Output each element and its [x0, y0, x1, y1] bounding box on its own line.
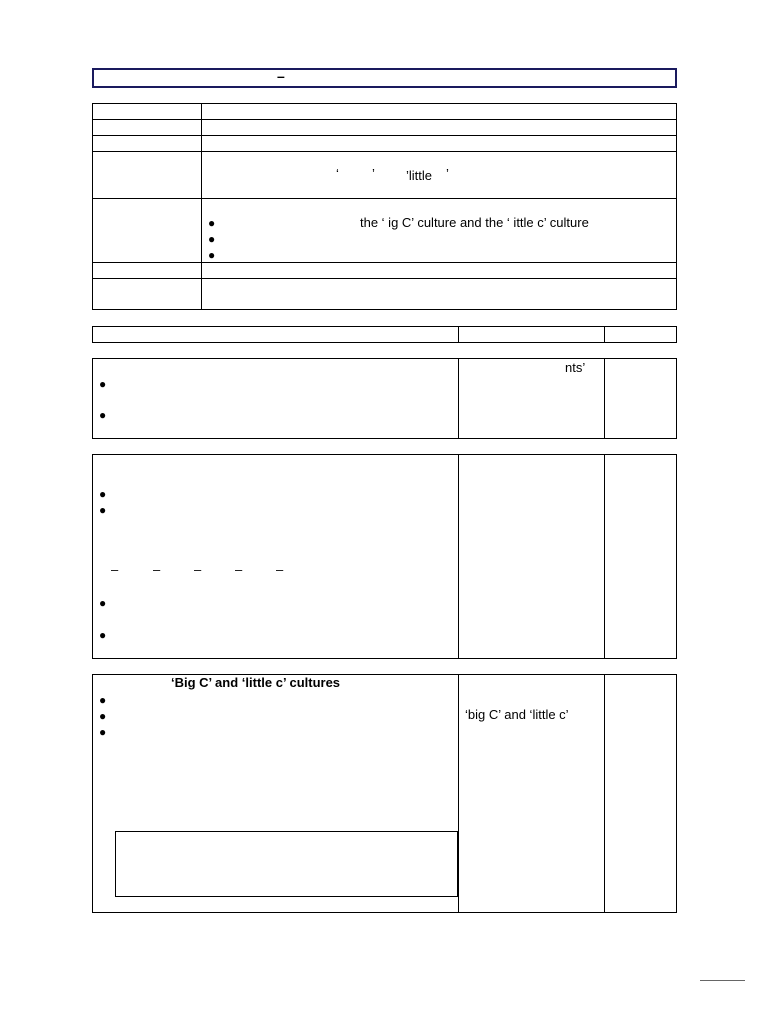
- column-divider: [604, 675, 605, 912]
- dash: –: [153, 562, 161, 577]
- info-label: [93, 263, 202, 279]
- bullet-icon: ●: [99, 693, 107, 707]
- dash: –: [276, 562, 284, 577]
- title-dash: –: [277, 68, 285, 84]
- dash: –: [111, 562, 119, 577]
- bullet-icon: ●: [99, 377, 107, 391]
- stage-1-materials: nts’: [565, 360, 586, 375]
- info-label: [93, 104, 202, 120]
- bullet-icon: ●: [99, 596, 107, 610]
- bullet-icon: ●: [99, 725, 107, 739]
- procedure-header-row: [92, 326, 677, 343]
- info-value: [202, 152, 677, 199]
- stage-1-block: [92, 358, 677, 439]
- bullet-icon: ●: [99, 628, 107, 642]
- dash: –: [235, 562, 243, 577]
- quote-mark: ‘: [336, 166, 339, 181]
- column-divider: [604, 359, 605, 438]
- dash: –: [194, 562, 202, 577]
- column-divider: [458, 359, 459, 438]
- column-divider: [458, 327, 459, 342]
- bullet-icon: ●: [99, 709, 107, 723]
- table-row: [93, 120, 677, 136]
- bullet-icon: ●: [99, 408, 107, 422]
- table-row: [93, 152, 677, 199]
- quote-mark: ’: [446, 166, 449, 181]
- footer-rule: [700, 980, 745, 981]
- stage-3-heading: ‘Big C’ and ‘little c’ cultures: [171, 675, 341, 690]
- table-row: [93, 199, 677, 263]
- column-divider: [458, 455, 459, 658]
- lesson-info-table: [92, 103, 677, 310]
- stage-3-block: [92, 674, 677, 913]
- bullet-icon: ●: [99, 503, 107, 517]
- info-label: [93, 136, 202, 152]
- column-divider: [604, 455, 605, 658]
- info-value: [202, 263, 677, 279]
- stage-2-block: [92, 454, 677, 659]
- bullet-icon: ●: [208, 248, 216, 262]
- info-value: [202, 104, 677, 120]
- info-value: [202, 279, 677, 310]
- column-divider: [458, 675, 459, 912]
- info-label: [93, 152, 202, 199]
- bullet-icon: ●: [208, 232, 216, 246]
- little-word: ’little: [406, 168, 433, 183]
- info-label: [93, 279, 202, 310]
- table-row: [93, 104, 677, 120]
- table-row: [93, 136, 677, 152]
- info-label: [93, 199, 202, 263]
- objectives-cell: [202, 199, 677, 263]
- bullet-icon: ●: [99, 487, 107, 501]
- info-label: [93, 120, 202, 136]
- objective-text: the ‘ ig C’ culture and the ‘ ittle c’ culture: [360, 215, 589, 230]
- lesson-title-box: [92, 68, 677, 88]
- table-row: [93, 279, 677, 310]
- stage-3-materials: ‘big C’ and ‘little c’: [465, 707, 569, 722]
- info-value: [202, 136, 677, 152]
- table-row: [93, 263, 677, 279]
- column-divider: [604, 327, 605, 342]
- quote-mark: ’: [372, 166, 375, 181]
- bullet-icon: ●: [208, 216, 216, 230]
- info-value: [202, 120, 677, 136]
- inner-text-box: [115, 831, 458, 897]
